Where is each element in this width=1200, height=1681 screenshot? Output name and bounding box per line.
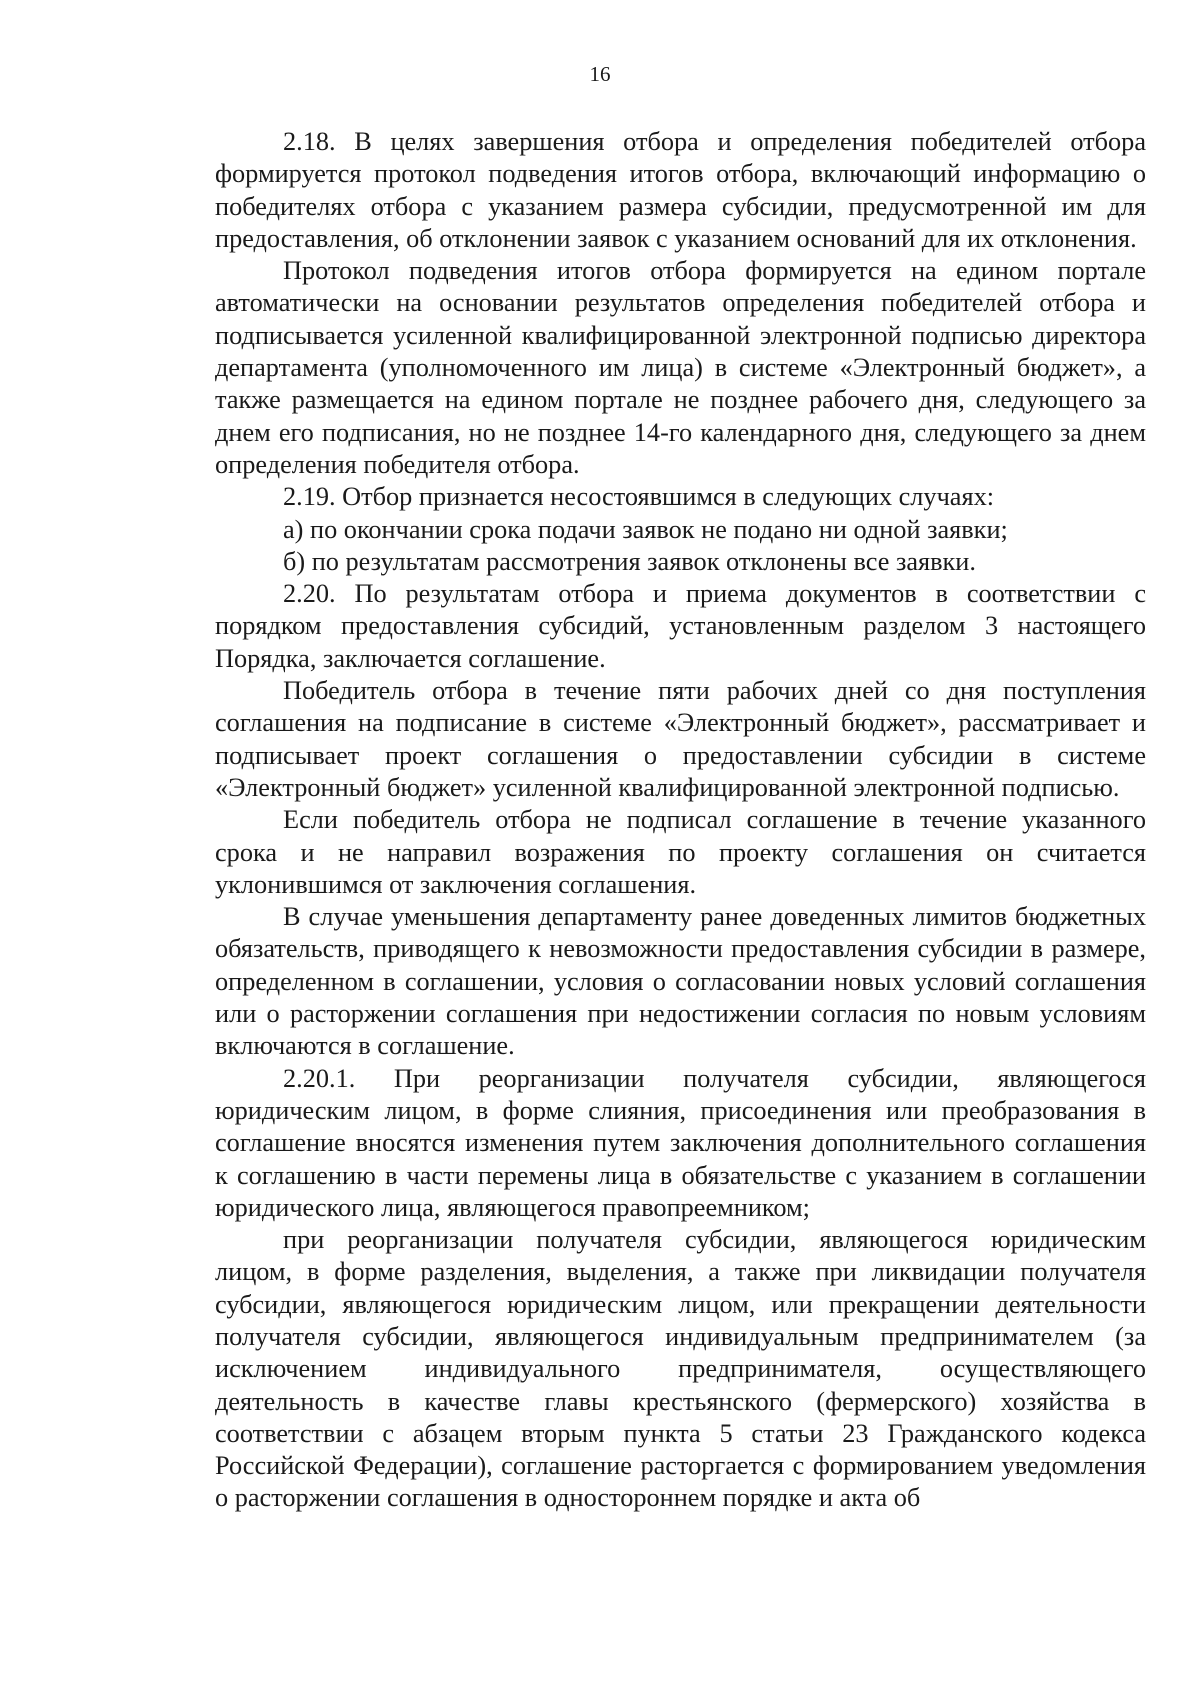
paragraph-limits-reduction: В случае уменьшения департаменту ранее доведенных лимитов бюджетных обязательств, приводящего к невозможности предоставления субсидии в размере, определенном в соглашении, условия о согласовании новых условий соглашения или о расторжении соглашения при недостижении согласия по новым условиям включаются в соглашение. <box>215 902 1146 1061</box>
list-item-a: а) по окончании срока подачи заявок не подано ни одной заявки; <box>283 514 1008 544</box>
paragraph-2-20: 2.20. По результатам отбора и приема документов в соответствии с порядком предоставления субсидий, установленным разделом 3 настоящего Порядка, заключается соглашение. <box>215 579 1146 673</box>
paragraph-2-18: 2.18. В целях завершения отбора и определения победителей отбора формируется протокол подведения итогов отбора, включающий информацию о победителях отбора с указанием размера субсидии, предусмотренной им для предоставления, об отклонении заявок с указанием оснований для их отклонения. <box>215 127 1146 253</box>
paragraph-winner-signing: Победитель отбора в течение пяти рабочих дней со дня поступления соглашения на подписание в системе «Электронный бюджет», рассматривает и подписывает проект соглашения о предоставлении субсидии в системе «Электронный бюджет» усиленной квалифицированной электронной подписью. <box>215 676 1146 802</box>
page-number: 16 <box>589 62 611 86</box>
list-item-b: б) по результатам рассмотрения заявок отклонены все заявки. <box>283 546 976 576</box>
paragraph-2-20-1: 2.20.1. При реорганизации получателя субсидии, являющегося юридическим лицом, в форме слияния, присоединения или преобразования в соглашение вносятся изменения путем заключения дополнительного соглашения к соглашению в части перемены лица в обязательстве с указанием в соглашении юридического лица, являющегося правопреемником; <box>215 1063 1146 1222</box>
paragraph-evasion: Если победитель отбора не подписал соглашение в течение указанного срока и не направил возражения по проекту соглашения он считается уклонившимся от заключения соглашения. <box>215 805 1146 899</box>
paragraph-reorganization: при реорганизации получателя субсидии, являющегося юридическим лицом, в форме разделения, выделения, а также при ликвидации получателя субсидии, являющегося юридическим лицом, или прекращении деятельности получателя субсидии, являющегося индивидуальным предпринимателем (за исключением индивидуального предпринимателя, осуществляющего деятельность в качестве главы крестьянского (фермерского) хозяйства в соответствии с абзацем вторым пункта 5 статьи 23 Гражданского кодекса Российской Федерации), соглашение расторгается с формированием уведомления о расторжении соглашения в одностороннем порядке и акта об <box>215 1225 1146 1513</box>
paragraph-2-19: 2.19. Отбор признается несостоявшимся в следующих случаях: <box>283 482 995 512</box>
paragraph-protocol: Протокол подведения итогов отбора формируется на едином портале автоматически на основании результатов определения победителей отбора и подписывается усиленной квалифицированной электронной подписью директора департамента (уполномоченного им лица) в системе «Электронный бюджет», а также размещается на едином портале не позднее рабочего дня, следующего за днем его подписания, но не позднее 14-го календарного дня, следующего за днем определения победителя отбора. <box>215 256 1146 479</box>
document-body <box>215 126 1146 1515</box>
